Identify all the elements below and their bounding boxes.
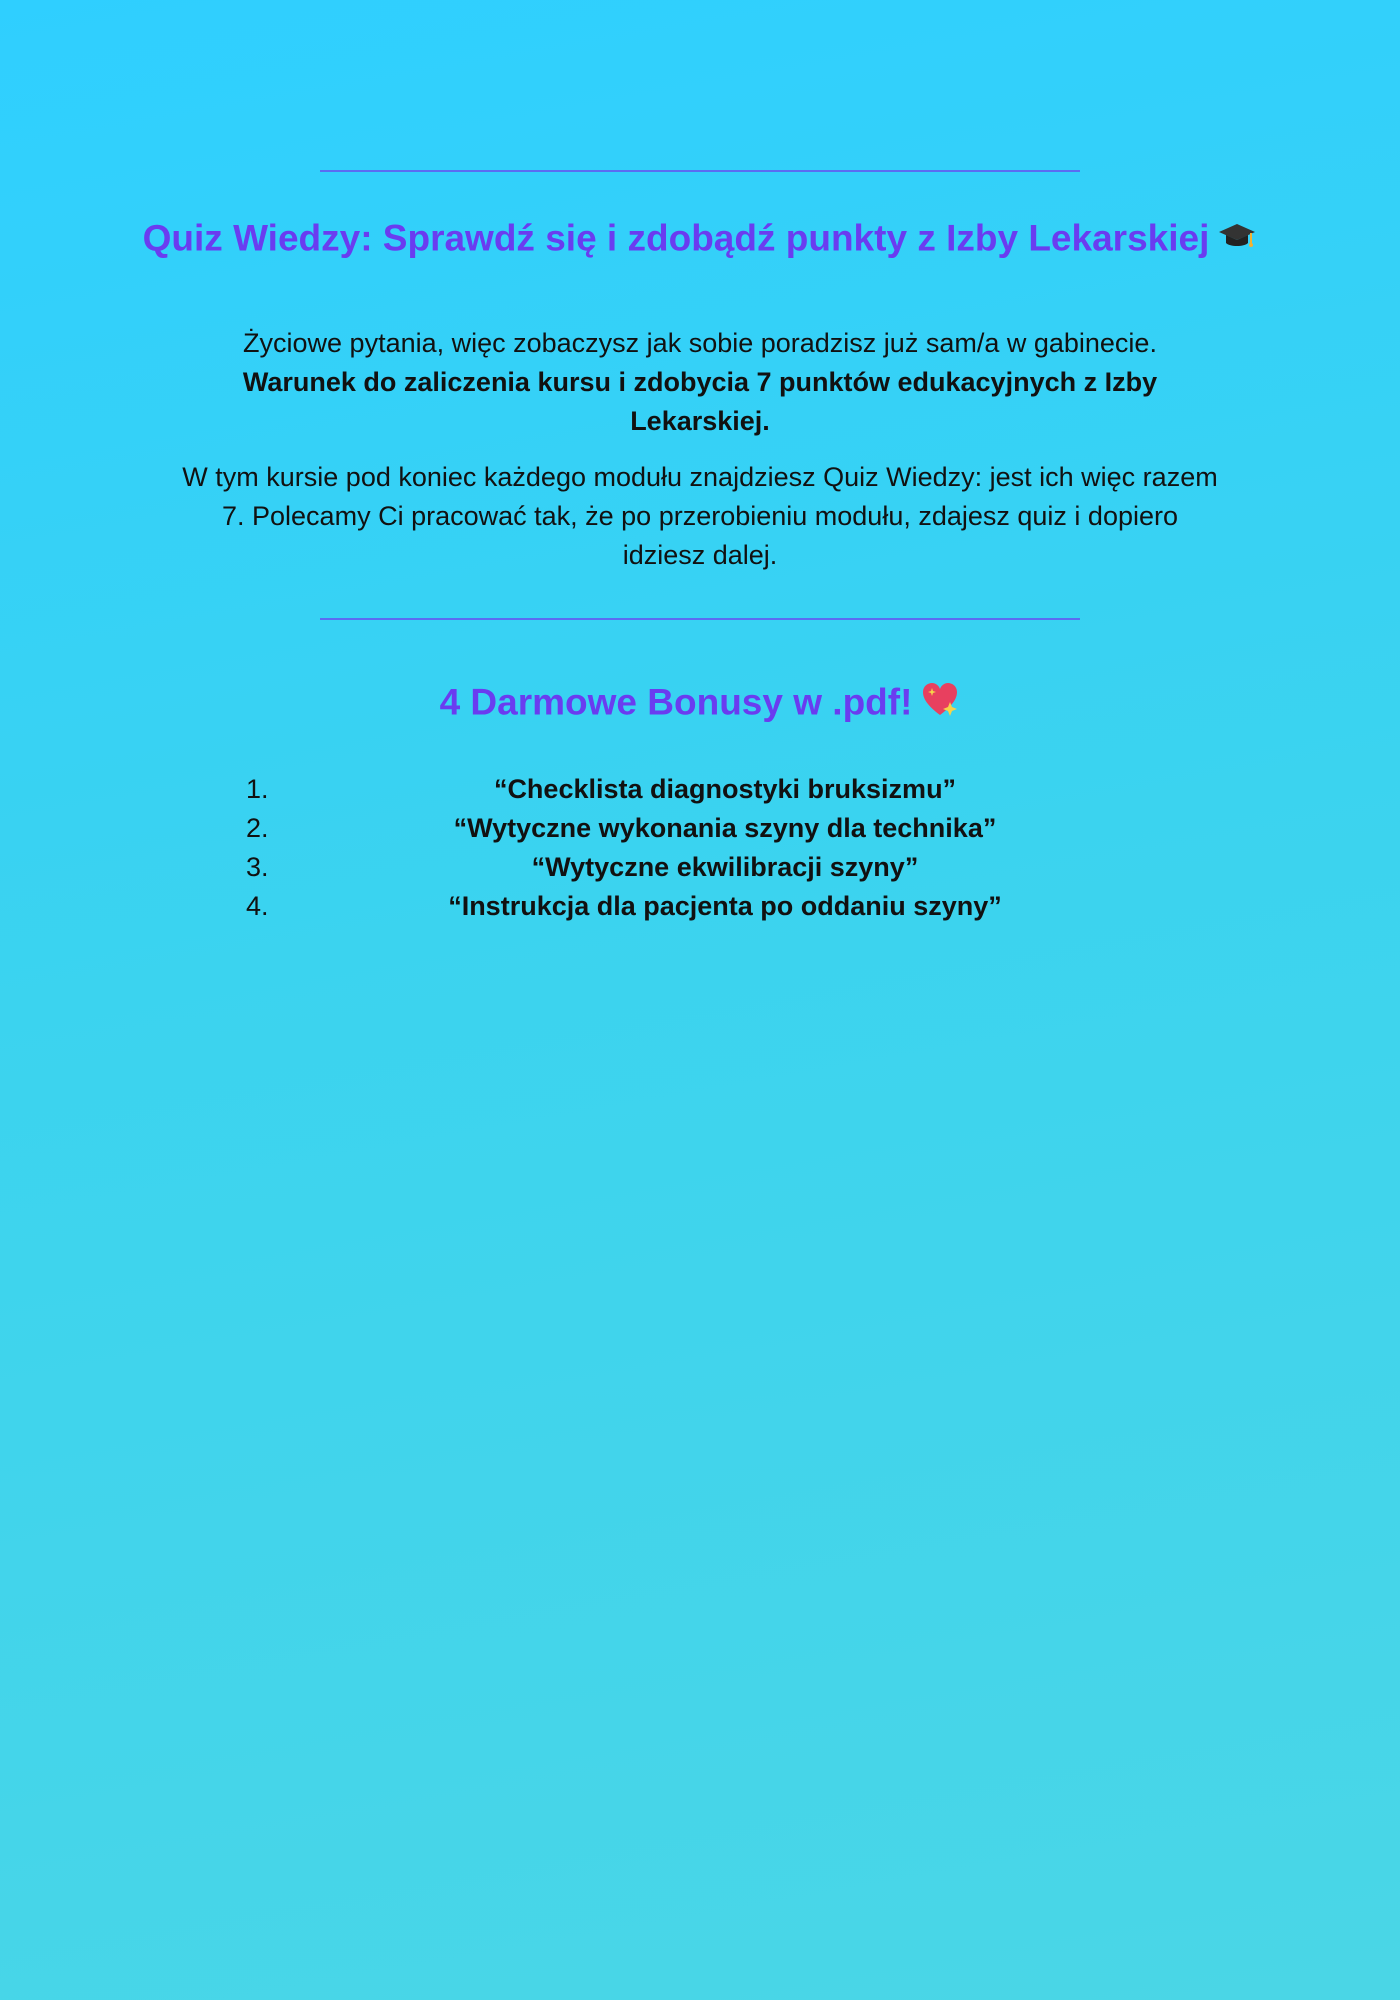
quiz-description: W tym kursie pod koniec każdego modułu znajdziesz Quiz Wiedzy: jest ich więc razem 7. Polecamy Ci pracować tak, że po przerobieniu modułu, zdajesz quiz i dopiero idziesz dalej. [182,462,1218,570]
bonuses-title: 4 Darmowe Bonusy w .pdf! [439,681,913,723]
list-item [230,848,1050,887]
list-item-number: 4. [246,891,269,921]
graduation-cap-icon [1217,216,1257,265]
quiz-requirement-line: Warunek do zaliczenia kursu i zdobycia 7 punktów edukacyjnych z Izby Lekarskiej. [242,367,1158,436]
list-item-number: 1. [246,774,269,804]
list-item-label: “Checklista diagnostyki bruksizmu” [493,774,957,804]
list-item-label: “Wytyczne wykonania szyny dla technika” [453,813,997,843]
list-item-number: 3. [246,852,269,882]
list-item-label: “Instrukcja dla pacjenta po oddaniu szyny” [448,891,1002,921]
quiz-heading [0,216,1400,265]
quiz-intro [180,324,1220,441]
bonuses-heading [0,680,1400,729]
quiz-title: Quiz Wiedzy: Sprawdź się i zdobądź punkty z Izby Lekarskiej [142,217,1210,259]
bonus-list [230,770,1050,926]
list-item [230,770,1050,809]
list-item-label: “Wytyczne ekwilibracji szyny” [531,852,919,882]
quiz-intro-line: Życiowe pytania, więc zobaczysz jak sobie poradzisz już sam/a w gabinecie. [243,328,1157,358]
list-item [230,809,1050,848]
list-item [230,887,1050,926]
divider-middle [320,618,1080,620]
list-item-number: 2. [246,813,269,843]
sparkling-heart-icon [920,680,960,729]
divider-top [320,170,1080,172]
